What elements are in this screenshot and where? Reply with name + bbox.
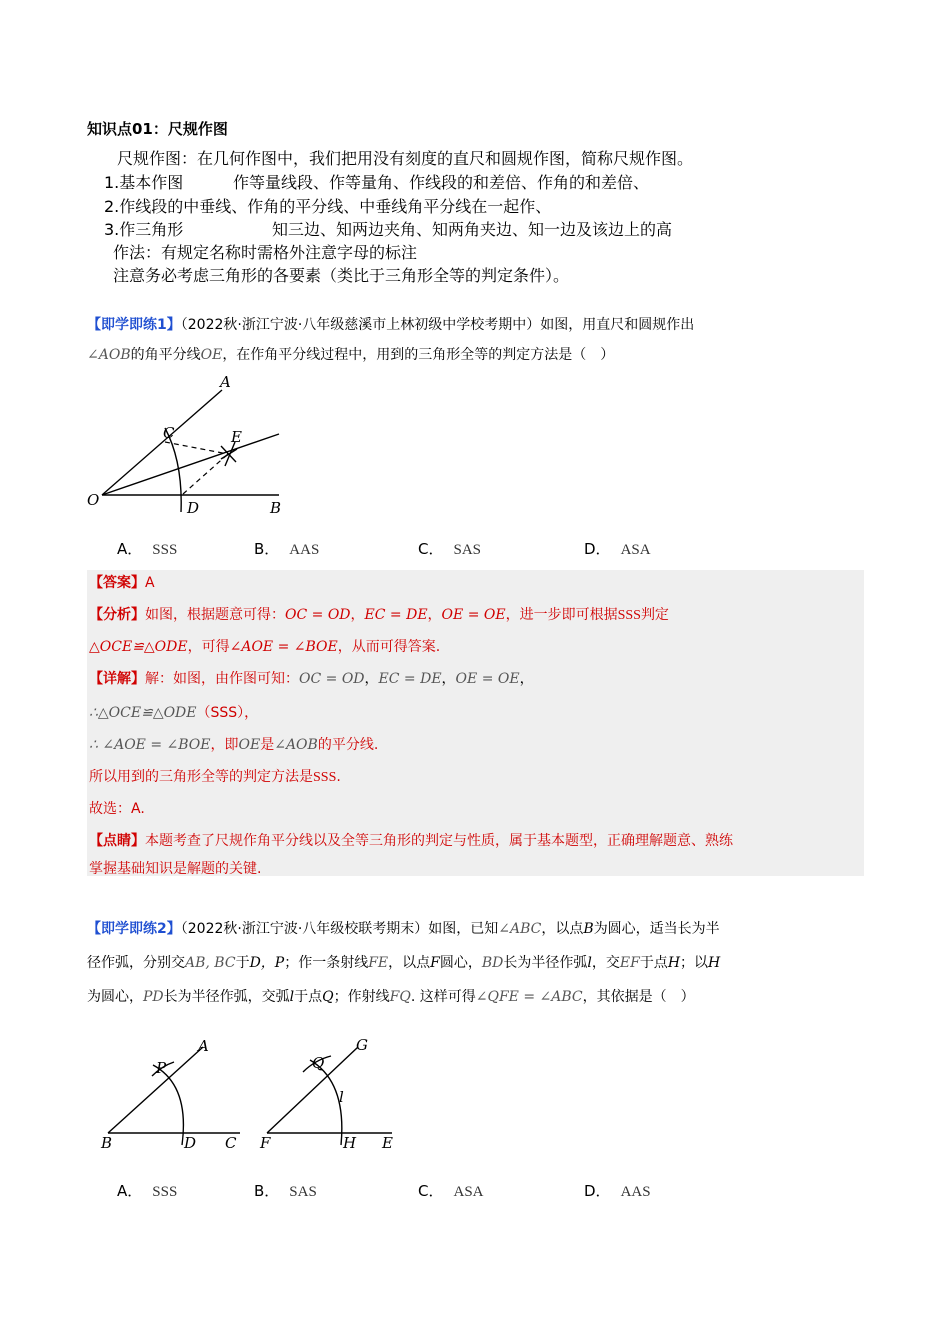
eq-ec-de: EC = DE (378, 671, 442, 687)
item-1-content: 作等量线段、作等量角、作线段的和差倍、作角的和差倍、 (233, 173, 650, 192)
q1-label-c: C (163, 424, 175, 442)
ray-fe: FE (368, 955, 389, 971)
q2-text: 长为半径作弧 (503, 955, 588, 971)
q2-text: 于点 (294, 989, 323, 1005)
option-letter: D． (584, 1182, 611, 1200)
angle-eq: ∠AOE = ∠BOE (229, 639, 338, 655)
arc-l: l (587, 955, 592, 971)
q2-text: 圆心， (439, 955, 482, 971)
eq-oe-oe: OE = OE (455, 671, 520, 687)
fig2-label-d: D (184, 1134, 197, 1152)
point-f: F (430, 955, 440, 971)
item-3-label: 3.作三角形 (104, 220, 184, 239)
q2-text: . 这样可得 (410, 989, 476, 1005)
point-h: H (708, 955, 721, 971)
answer-value: A (145, 575, 155, 591)
section-title: 知识点01：尺规作图 (87, 120, 228, 138)
q1-line2-end: ，在作角平分线过程中，用到的三角形全等的判定方法是（ ） (222, 347, 615, 363)
q2-figure-right (255, 1030, 405, 1155)
q2-option-d[interactable] (584, 1180, 651, 1201)
q2-tag: 【即学即练2】 (87, 921, 181, 937)
angle-eq: ∠QFE = ∠ABC (475, 989, 583, 1005)
q1-tag: 【即学即练1】 (87, 317, 181, 333)
q2-line2 (87, 952, 720, 972)
oe-text: OE (238, 737, 261, 753)
congruent-expr: △OCE≌△ODE (89, 639, 188, 655)
q2-text: ；作一条射线 (284, 955, 369, 971)
q2-text: ；作射线 (333, 989, 390, 1005)
q1-angle: ∠AOB (87, 347, 131, 363)
option-letter: B． (254, 540, 280, 558)
eq-oc-od: OC = OD (285, 607, 351, 623)
analysis-line-2 (89, 636, 440, 656)
note-1: 作法：有规定名称时需格外注意字母的标注 (113, 243, 418, 262)
q2-option-b[interactable] (254, 1180, 317, 1201)
q1-source: （2022秋·浙江宁波·八年级慈溪市上林初级中学校考期中）如图，用直尺和圆规作出 (180, 317, 695, 333)
comment-text-1: 本题考查了尺规作角平分线以及全等三角形的判定与性质，属于基本题型，正确理解题意、熟练 (145, 833, 733, 849)
ab-bc: AB, BC (185, 955, 236, 971)
q1-figure (85, 372, 305, 522)
q1-option-c[interactable] (418, 538, 481, 559)
therefore-reason: （SSS）， (196, 705, 259, 721)
analysis-text: 如图，根据题意可得： (145, 607, 285, 623)
intro-text: 尺规作图：在几何作图中，我们把用没有刻度的直尺和圆规作图，简称尺规作图。 (117, 149, 694, 168)
option-value: SSS (152, 542, 178, 558)
item-1-label: 1.基本作图 (104, 173, 184, 192)
q2-text: ，以点 (388, 955, 431, 971)
option-letter: B． (254, 1182, 280, 1200)
q2-text: （2022秋·浙江宁波·八年级校联考期末）如图，已知 (180, 921, 499, 937)
q2-text: 于 (235, 955, 250, 971)
angle-abc: ∠ABC (498, 921, 542, 937)
q2-option-a[interactable] (117, 1180, 177, 1201)
conclude-text: ，从而可得答案. (337, 639, 441, 655)
comment-tag: 【点睛】 (89, 833, 145, 849)
option-letter: C． (418, 540, 444, 558)
detail-tag: 【详解】 (89, 671, 145, 687)
detail-line-3 (89, 734, 378, 754)
q2-text: 为圆心， (87, 989, 143, 1005)
q2-line1 (87, 918, 720, 938)
fig3-label-g: G (356, 1036, 368, 1054)
method-line (89, 766, 341, 786)
q1-oe: OE (200, 347, 223, 363)
fig2-label-c: C (225, 1134, 237, 1152)
comment-line-2: 掌握基础知识是解题的关键. (89, 861, 262, 877)
option-letter: C． (418, 1182, 444, 1200)
detail-line-1: 【详解】解：如图，由作图可知：OC = OD，EC = DE，OE = OE， (89, 671, 534, 687)
arc-l: l (289, 989, 295, 1005)
angle-aob: ∠AOB (274, 737, 318, 753)
q2-text: 为圆心，适当长为半 (593, 921, 720, 937)
q1-label-a: A (220, 373, 231, 391)
therefore-angle: ∴ ∠AOE = ∠BOE (89, 737, 211, 753)
therefore-text: ，即 (210, 737, 239, 753)
q2-text: ；以 (680, 955, 709, 971)
option-letter: A． (117, 1182, 143, 1200)
answer-line (89, 572, 155, 592)
q1-option-a[interactable] (117, 538, 177, 559)
answer-tag: 【答案】 (89, 575, 145, 591)
q2-text: 于点 (639, 955, 668, 971)
option-value: ASA (620, 542, 651, 558)
point-q: Q (322, 989, 334, 1005)
method-value: SSS (313, 770, 337, 785)
q2-figure-left (98, 1030, 248, 1155)
analysis-more: ，进一步即可根据 (505, 607, 618, 623)
q1-label-b: B (270, 499, 282, 517)
q2-text: ，交 (591, 955, 620, 971)
option-value: AAS (289, 542, 320, 558)
eq-oc-od: OC = OD (299, 671, 365, 687)
comment-line-1 (89, 830, 733, 850)
q2-text: ，其依据是（ ） (582, 989, 695, 1005)
eq-ec-de: EC = DE (364, 607, 428, 623)
fig2-label-b: B (101, 1134, 113, 1152)
bisector-text: 的平分线. (317, 737, 379, 753)
is-text: 是 (260, 737, 275, 753)
detail-line-2 (89, 702, 258, 722)
fig2-label-a: A (198, 1037, 209, 1055)
q1-line2-mid: 的角平分线 (130, 347, 201, 363)
item-3-content: 知三边、知两边夹角、知两角夹边、知一边及该边上的高 (272, 220, 673, 239)
q2-text: 长为半径作弧，交弧 (163, 989, 290, 1005)
option-value: SAS (453, 542, 482, 558)
q1-label-o: O (87, 491, 100, 509)
point-h: H (667, 955, 681, 971)
analysis-tag: 【分析】 (89, 607, 145, 623)
q2-text: 径作弧，分别交 (87, 955, 185, 971)
option-letter: D． (584, 540, 611, 558)
q1-line1 (87, 314, 694, 334)
ray-fq: FQ (389, 989, 411, 1005)
fig3-label-h: H (343, 1134, 357, 1152)
q1-label-e: E (231, 428, 242, 446)
fig3-label-q: Q (312, 1054, 325, 1072)
seg-ef: EF (619, 955, 640, 971)
option-letter: A． (117, 540, 143, 558)
note-2: 注意务必考虑三角形的各要素（类比于三角形全等的判定条件）。 (113, 266, 570, 285)
seg-bd: BD (481, 955, 504, 971)
item-2-label: 2.作线段的中垂线、作角的平分线、中垂线角平分线在一起作、 (104, 197, 552, 216)
get-text: ，可得 (187, 639, 230, 655)
seg-pd: PD (143, 989, 164, 1005)
fig3-label-e: E (382, 1134, 393, 1152)
q1-option-b[interactable] (254, 538, 319, 559)
fig3-label-l: l (339, 1088, 344, 1106)
judge-text: 判定 (640, 607, 669, 623)
q1-label-d: D (187, 499, 200, 517)
fig3-label-f: F (260, 1134, 271, 1152)
q1-option-d[interactable] (584, 538, 651, 559)
option-value: AAS (620, 1184, 651, 1200)
option-value: SSS (152, 1184, 178, 1200)
detail-text: 解：如图，由作图可知： (145, 671, 299, 687)
method-text: 所以用到的三角形全等的判定方法是 (89, 769, 313, 785)
q2-option-c[interactable] (418, 1180, 484, 1201)
points-d-p: D，P (249, 955, 285, 971)
eq-oe-oe: OE = OE (441, 607, 506, 623)
sss-text: SSS (617, 608, 641, 623)
option-value: ASA (453, 1184, 484, 1200)
analysis-line-1: 【分析】如图，根据题意可得：OC = OD，EC = DE，OE = OE，进一步即可根据SSS判定 (89, 607, 669, 623)
fig2-label-p: P (156, 1059, 167, 1077)
q2-text: ，以点 (541, 921, 584, 937)
therefore-congruent: ∴△OCE≌△ODE (89, 705, 197, 721)
choose-line: 故选：A. (89, 801, 145, 817)
q1-line2 (87, 344, 614, 364)
q2-line3 (87, 986, 695, 1006)
option-value: SAS (289, 1184, 317, 1200)
period: . (336, 769, 341, 785)
point-b: B (583, 921, 594, 937)
